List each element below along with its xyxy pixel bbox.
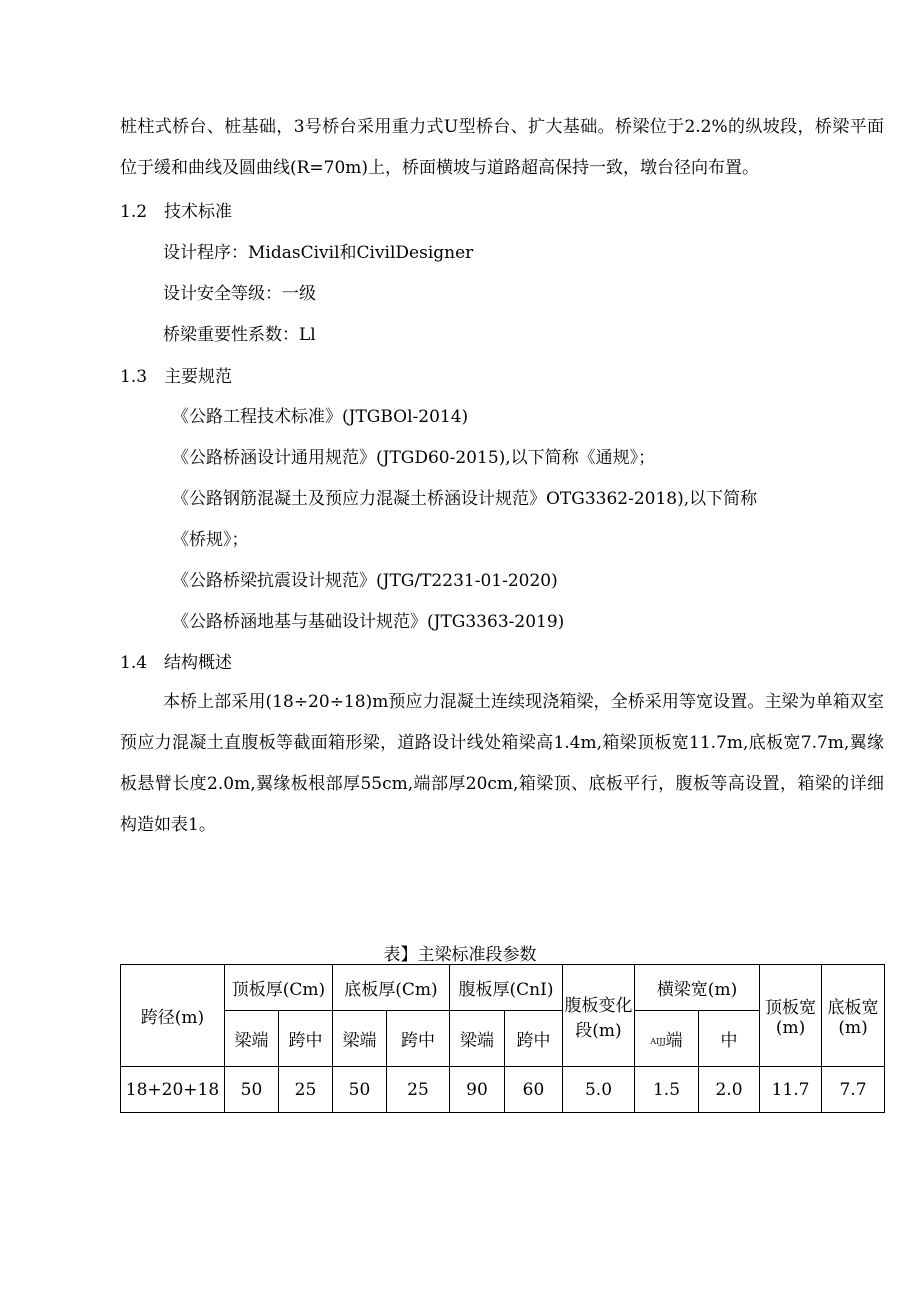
bottom-mid-cell: 25 [387, 1067, 450, 1113]
top-mid-header: 跨中 [279, 1011, 333, 1067]
cross-end-cell: 1.5 [635, 1067, 699, 1113]
bottom-width-header: 底板宽(m) [822, 965, 885, 1067]
web-mid-header: 跨中 [505, 1011, 563, 1067]
top-width-header: 顶板宽(m) [760, 965, 822, 1067]
standard-item: 《桥规》； [172, 530, 249, 550]
span-header: 跨径(m) [121, 965, 225, 1067]
standard-item: 《公路桥涵设计通用规范》(JTGD60-2015),以下简称《通规》； [172, 448, 656, 468]
top-end-header: 梁端 [225, 1011, 279, 1067]
design-program: 设计程序：MidasCivil和CivilDesigner [163, 243, 474, 263]
cross-end-prefix: AIJJ [650, 1037, 666, 1046]
cross-beam-header: 横梁宽(m) [635, 965, 760, 1011]
web-end-cell: 90 [450, 1067, 505, 1113]
bottom-mid-header: 跨中 [387, 1011, 450, 1067]
top-mid-cell: 25 [279, 1067, 333, 1113]
section-1-2-heading [120, 201, 232, 223]
section-1-4-heading [120, 652, 232, 674]
bottom-width-cell: 7.7 [822, 1067, 885, 1113]
bottom-end-cell: 50 [333, 1067, 387, 1113]
intro-paragraph: 桩柱式桥台、桩基础，3号桥台采用重力式U型桥台、扩大基础。桥梁位于2.2%的纵坡段，桥梁平面位于缓和曲线及圆曲线(R=70m)上，桥面横坡与道路超高保持一致，墩台径向布置。 [120, 117, 884, 178]
structure-paragraph: 本桥上部采用(18÷20÷18)m预应力混凝土连续现浇箱梁，全桥采用等宽设置。主梁为单箱双室预应力混凝土直腹板等截面箱形梁，道路设计线处箱梁高1.4m,箱梁顶板宽11.7m,底板宽7.7m,翼缘板悬臂长度2.0m,翼缘板根部厚55cm,端部厚20cm,箱梁顶、底板平行，腹板等高设置，箱梁的详细构造如表1。 [120, 692, 884, 835]
web-transition-header: 腹板变化段(m) [563, 965, 635, 1067]
top-width-cell: 11.7 [760, 1067, 822, 1113]
table-row [121, 1067, 885, 1113]
girder-parameter-table [120, 964, 885, 1113]
section-title: 结构概述 [164, 653, 232, 673]
web-transition-cell: 5.0 [563, 1067, 635, 1113]
safety-level: 设计安全等级：一级 [163, 284, 316, 304]
cross-end-label: 端 [665, 1031, 683, 1051]
section-title: 技术标准 [164, 202, 232, 222]
web-mid-cell: 60 [505, 1067, 563, 1113]
section-1-3-heading [120, 366, 232, 388]
standard-item: 《公路工程技术标准》(JTGBOl-2014) [172, 407, 469, 427]
bottom-slab-header: 底板厚(Cm) [333, 965, 450, 1011]
standard-item: 《公路桥涵地基与基础设计规范》(JTG3363-2019) [172, 612, 565, 632]
span-cell: 18+20+18 [121, 1067, 225, 1113]
table-header-row [121, 965, 885, 1011]
standard-item: 《公路钢筋混凝土及预应力混凝土桥涵设计规范》OTG3362-2018),以下简称 [172, 489, 758, 509]
section-number: 1.3 [120, 367, 148, 387]
top-slab-header: 顶板厚(Cm) [225, 965, 333, 1011]
importance-factor: 桥梁重要性系数：Ll [163, 325, 316, 345]
web-end-header: 梁端 [450, 1011, 505, 1067]
cross-mid-header: 中 [699, 1011, 760, 1067]
bottom-end-header: 梁端 [333, 1011, 387, 1067]
section-title: 主要规范 [164, 367, 232, 387]
web-header: 腹板厚(CnI) [450, 965, 563, 1011]
section-number: 1.4 [120, 653, 148, 673]
standard-item: 《公路桥梁抗震设计规范》(JTG/T2231-01-2020) [172, 571, 558, 591]
table-caption: 表】主梁标准段参数 [383, 945, 537, 965]
section-number: 1.2 [120, 202, 148, 222]
cross-end-header [635, 1011, 699, 1067]
cross-mid-cell: 2.0 [699, 1067, 760, 1113]
top-end-cell: 50 [225, 1067, 279, 1113]
